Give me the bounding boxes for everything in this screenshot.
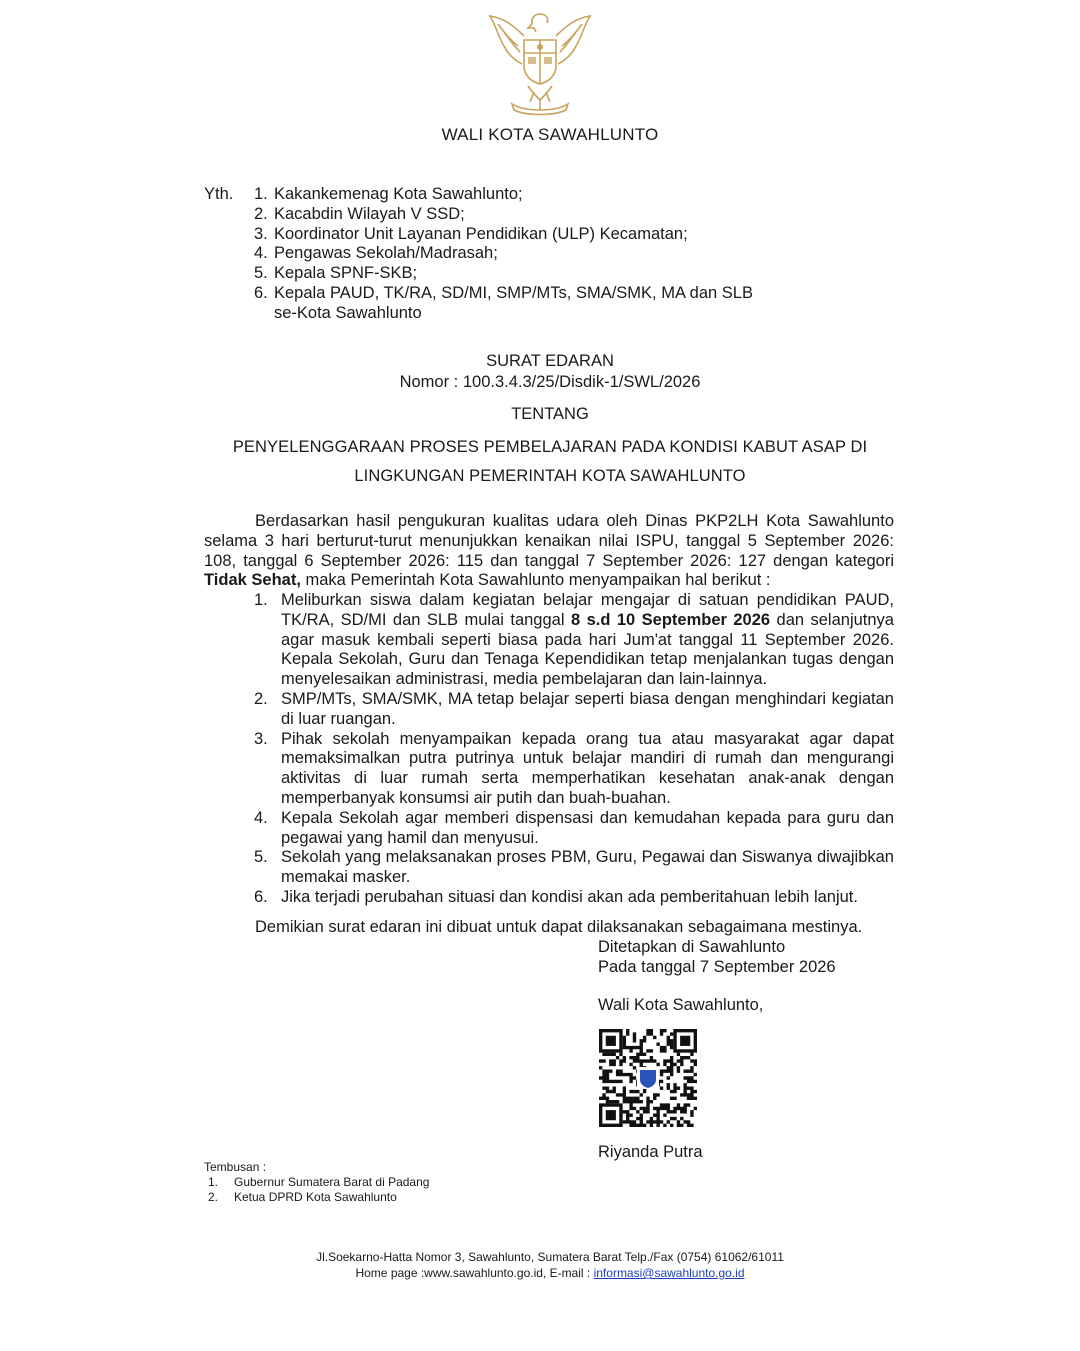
list-item: 4. Kepala Sekolah agar memberi dispensasi dan kemudahan kepada para guru dan pegawai yang hamil dan menyusui.: [254, 808, 894, 847]
subject-line-1: PENYELENGGARAAN PROSES PEMBELAJARAN PADA KONDISI KABUT ASAP DI: [232, 438, 868, 456]
letter-type: SURAT EDARAN: [486, 352, 614, 370]
list-item: 4. Pengawas Sekolah/Madrasah;: [254, 244, 498, 263]
footer-contact: Home page :www.sawahlunto.go.id, E-mail : informasi@sawahlunto.go.id: [355, 1266, 745, 1280]
instruction-list: [254, 591, 894, 908]
list-item: 1. Meliburkan siswa dalam kegiatan belajar mengajar di satuan pendidikan PAUD, TK/RA, SD/MI dan SLB mulai tanggal 8 s.d 10 September 2026 dan selanjutnya agar masuk kembali seperti biasa pada hari Jum'at tanggal 11 September 2026. Kepala Sekolah, Guru dan Tenaga Kependidikan tetap menjalankan tugas dengan menyelesaikan administrasi, media pembelajaran dan lain-lainnya.: [254, 591, 894, 689]
header-title: WALI KOTA SAWAHLUNTO: [441, 125, 659, 144]
list-item: 5. Sekolah yang melaksanakan proses PBM, Guru, Pegawai dan Siswanya diwajibkan memakai masker.: [254, 848, 894, 887]
footer-address: Jl.Soekarno-Hatta Nomor 3, Sawahlunto, Sumatera Barat Telp./Fax (0754) 61062/61011: [316, 1250, 784, 1264]
list-item: 6. Jika terjadi perubahan situasi dan kondisi akan ada pemberitahuan lebih lanjut.: [254, 887, 858, 906]
letter-number: Nomor : 100.3.4.3/25/Disdik-1/SWL/2026: [399, 373, 701, 391]
list-item: 1. Gubernur Sumatera Barat di Padang: [208, 1175, 430, 1189]
addressee-label: Yth.: [204, 185, 234, 203]
signature-place: Ditetapkan di Sawahlunto: [598, 938, 786, 956]
list-item: 1. Kakankemenag Kota Sawahlunto;: [254, 185, 523, 203]
signature-position: Wali Kota Sawahlunto,: [598, 996, 764, 1014]
subject-line-2: LINGKUNGAN PEMERINTAH KOTA SAWAHLUNTO: [354, 467, 746, 485]
intro-paragraph: Berdasarkan hasil pengukuran kualitas udara oleh Dinas PKP2LH Kota Sawahlunto selama 3 hari berturut-turut menunjukkan kenaikan nilai ISPU, tanggal 5 September 2026: 108, tanggal 6 September 2026: 115 dan tanggal 7 September 2026: 127 dengan kategori Tidak Sehat, maka Pemerintah Kota Sawahlunto menyampaikan hal berikut :: [204, 512, 894, 590]
carbon-copy: [204, 1160, 429, 1205]
list-item: 2. SMP/MTs, SMA/SMK, MA tetap belajar seperti biasa dengan menghindari kegiatan di luar ruangan.: [254, 689, 894, 728]
garuda-emblem-icon: [484, 6, 596, 120]
signature-name: Riyanda Putra: [598, 1143, 703, 1161]
closing-sentence: Demikian surat edaran ini dibuat untuk dapat dilaksanakan sebagaimana mestinya.: [255, 918, 863, 936]
list-item: 6. Kepala PAUD, TK/RA, SD/MI, SMP/MTs, SMA/SMK, MA dan SLB: [254, 283, 753, 302]
about-label: TENTANG: [511, 405, 589, 423]
qr-code-icon: [599, 1029, 697, 1127]
list-item: 2. Ketua DPRD Kota Sawahlunto: [208, 1190, 397, 1204]
addressee-list: [254, 185, 753, 324]
list-item: 3. Koordinator Unit Layanan Pendidikan (ULP) Kecamatan;: [254, 224, 688, 243]
email-link[interactable]: informasi@sawahlunto.go.id: [593, 1266, 745, 1280]
list-item: 5. Kepala SPNF-SKB;: [254, 264, 418, 283]
signature-date: Pada tanggal 7 September 2026: [598, 958, 836, 976]
list-item: 2. Kacabdin Wilayah V SSD;: [254, 204, 465, 223]
carbon-copy-label: Tembusan :: [204, 1160, 267, 1174]
list-item: se-Kota Sawahlunto: [274, 303, 422, 322]
list-item: 3. Pihak sekolah menyampaikan kepada orang tua atau masyarakat agar dapat memaksimalkan putra putrinya untuk belajar mandiri di rumah dan mengurangi aktivitas di luar rumah serta memperhatikan kesehatan anak-anak dengan memperbanyak konsumsi air putih dan buah-buahan.: [254, 729, 894, 807]
